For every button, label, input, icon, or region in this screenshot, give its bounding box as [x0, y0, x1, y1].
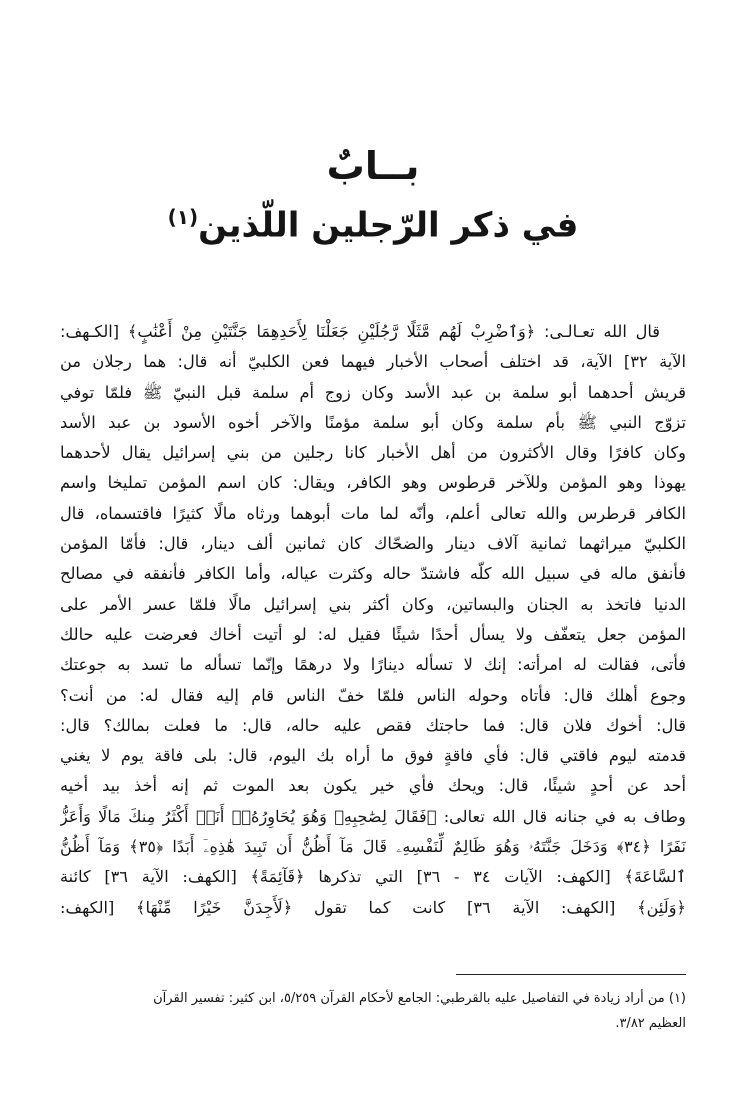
body-line: قال الله تعـالـى: ﴿وَٱضْرِبْ لَهُم مَّثَلًا رَّجُلَيْنِ جَعَلْنَا لِأَحَدِهِمَا جَنَّتَيْنِ مِنْ أَعْنَٰبٍ﴾ [الكـهف:: [60, 322, 660, 341]
body-line: قريش أحدهما أبو سلمة بن عبد الأسد وكان زوج أم سلمة قبل النبيّ ﷺ فلمّا توفي: [60, 382, 686, 402]
chapter-subtitle: في ذكر الرّجلين اللّذين: [198, 205, 579, 246]
body-line: أحد عن أحدٍ شيئًا، قال: ويحك فأي خير يكون بعد الموت ثم إنه أخذ بيد أخيه: [60, 776, 686, 796]
body-line: وجوع أهلك قال: فأتاه وحوله الناس فلمّا خفّ الناس قام إليه فقال له: من أنت؟: [60, 685, 686, 705]
body-line: تزوّج النبي ﷺ بأم سلمة وكان أبو سلمة مؤمنًا والآخر أخوه الأسود بن عبد الأسد: [60, 412, 686, 432]
footnote-line: العظيم ٣/٨٢.: [615, 1016, 686, 1031]
body-line: نَفَرًا ﴿٣٤﴾ وَدَخَلَ جَنَّتَهُۥ وَهُوَ ظَالِمٌ لِّنَفْسِهِۦ قَالَ مَآ أَظُنُّ أَن تَبِيدَ هَٰذِهِۦٓ أَبَدًا ﴿٣٥﴾ وَمَآ أَظُنُّ: [60, 837, 686, 857]
body-line: المؤمن جعل يتعفّف ولا يسأل أحدًا شيئًا فقيل له: لو أتيت أخاك فعرضت عليه حالك: [60, 624, 686, 644]
chapter-title: [0, 140, 746, 250]
body-line: فأنفق ماله في سبيل الله كلّه فاشتدّ حاله وكثرت عياله، وأما الكافر فأنفقه في مصالح: [60, 564, 686, 584]
body-line: الكلبيّ ميراثهما ثمانية آلاف دينار والضحّاك كان ثمانين ألف دينار، قال: فأمّا المؤمن: [60, 534, 686, 554]
body-line: الدنيا فاتخذ به الجنان والبساتين، وكان أكثر بني إسرائيل مالًا فلمّا عسر الأمر على: [60, 594, 686, 614]
body-line: فأتى، فقالت له امرأته: إنك لا تسأله دينارًا ولا درهمًا وإنّما تسأله ما تسد به جوعتك: [60, 655, 686, 675]
chapter-subtitle-line: [0, 192, 746, 250]
body-line: وطاف به في جنانه قال الله تعالى: ﴿فَقَالَ لِصَٰحِبِهِۦ وَهُوَ يُحَاوِرُهُۥٓ أَنَا۠ أَكْثَرُ مِنكَ مَالًا وَأَعَزُّ: [60, 806, 686, 826]
body-line: ﴿وَلَئِن﴾ [الكهف: الآية ٣٦] كانت كما تقول ﴿لَأَجِدَنَّ خَيْرًا مِّنْهَا﴾ [الكهف:: [60, 897, 686, 917]
body-line: وكان كافرًا وقال الأكثرون من أهل الأخبار كانا رجلين من بني إسرائيل يقال لأحدهما: [60, 443, 686, 463]
body-line: الكافر قرطرس والله تعالى أعلم، وأنّه لما مات أبوهما ورثاه مالًا كثيرًا فاقتسماه، قال: [60, 503, 686, 523]
footnote-reference: (١): [167, 205, 199, 229]
body-line: ٱلسَّاعَةَ﴾ [الكهف: الآيات ٣٤ - ٣٦] التي تذكرها ﴿قَآئِمَةً﴾ [الكهف: الآية ٣٦] كائنة: [60, 867, 686, 887]
footnote-line: (١) من أراد زيادة في التفاصيل عليه بالقرطبي: الجامع لأحكام القرآن ٥/٢٥٩، ابن كثير: تفسير القرآن: [153, 991, 686, 1006]
footnotes: [60, 986, 686, 1036]
body-line: قدمته ليوم فاقتي قال: فأي فاقةٍ فوق ما أراه بك اليوم، قال: بلى فاقة يوم لا يغني: [60, 746, 686, 766]
body-line: الآية ٣٢] الآية، قد اختلف أصحاب الأخبار فيهما فعن الكلبيّ أنه قال: هما رجلان من: [60, 352, 686, 372]
body-text: [60, 317, 686, 923]
footnote-divider: [456, 974, 686, 975]
body-line: قال: أخوك فلان قال: فما حاجتك فقص عليه حاله، قال: ما فعلت بمالك؟ قال:: [60, 715, 686, 735]
body-line: يهوذا وهو المؤمن وللآخر قرطوس وهو الكافر، ويقال: كان اسم المؤمن تمليخا واسم: [60, 473, 686, 493]
chapter-heading: بــابٌ: [326, 144, 420, 188]
